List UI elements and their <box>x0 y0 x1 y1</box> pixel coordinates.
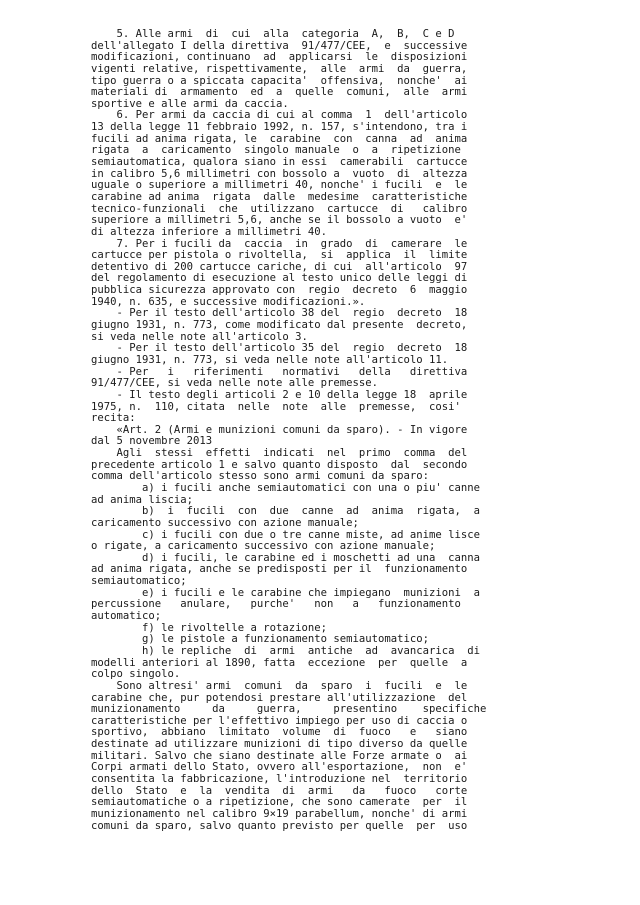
text-line: sportivo, abbiano limitato volume di fuoco e siano <box>91 726 468 739</box>
text-line: semiautomatica, qualora siano in essi camerabili cartucce <box>91 156 468 169</box>
text-line: e) i fucili e le carabine che impiegano munizioni a <box>91 586 481 599</box>
text-line: ad anima rigata, anche se predisposti per il funzionamento <box>91 563 468 576</box>
text-line: dello Stato e la vendita di armi da fuoco corte <box>91 784 468 797</box>
text-line: giugno 1931, n. 773, si veda nelle note all'articolo 11. <box>91 353 449 366</box>
text-line: carabine che, pur potendosi prestare all'utilizzazione del <box>91 691 468 704</box>
text-line: h) le repliche di armi antiche ad avancarica di <box>91 644 481 657</box>
text-line: modelli anteriori al 1890, fatta eccezione per quelle a <box>91 656 468 669</box>
text-line: vigenti relative, rispettivamente, alle armi da guerra, <box>91 62 468 75</box>
text-line: g) le pistole a funzionamento semiautomatico; <box>91 633 430 646</box>
text-line: dal 5 novembre 2013 <box>91 435 213 448</box>
text-line: f) le rivoltelle a rotazione; <box>91 621 327 634</box>
text-line: giugno 1931, n. 773, come modificato dal presente decreto, <box>91 319 468 332</box>
text-line: destinate ad utilizzare munizioni di tipo diverso da quelle <box>91 738 468 751</box>
text-line: precedente articolo 1 e salvo quanto disposto dal secondo <box>91 458 468 471</box>
text-line: sportive e alle armi da caccia. <box>91 97 289 110</box>
text-line: comuni da sparo, salvo quanto previsto per quelle per uso <box>91 819 468 832</box>
text-line: colpo singolo. <box>91 668 181 681</box>
text-line: - Per i riferimenti normativi della direttiva <box>91 365 468 378</box>
document-page <box>91 29 551 832</box>
text-line: uguale o superiore a millimetri 40, nonche' i fucili e le <box>91 179 468 192</box>
text-line: rigata a caricamento singolo manuale o a ripetizione <box>91 144 461 157</box>
text-line: 91/477/CEE, si veda nelle note alle premesse. <box>91 377 379 390</box>
text-line: ad anima liscia; <box>91 493 194 506</box>
text-line: consentita la fabbricazione, l'introduzione nel territorio <box>91 773 468 785</box>
text-line: automatico; <box>91 610 162 623</box>
text-line: carabine ad anima rigata dalle medesime caratteristiche <box>91 190 468 203</box>
text-line: munizionamento da guerra, presentino specifiche <box>91 703 487 716</box>
text-line: semiautomatico; <box>91 575 187 588</box>
text-line: munizionamento nel calibro 9×19 parabellum, nonche' di armi <box>91 807 468 820</box>
text-line: recita: <box>91 412 136 425</box>
text-line: si veda nelle note all'articolo 3. <box>91 330 308 343</box>
text-line: - Il testo degli articoli 2 e 10 della legge 18 aprile <box>91 388 468 401</box>
text-line: comma dell'articolo stesso sono armi comuni da sparo: <box>91 470 430 483</box>
text-line: fucili ad anima rigata, le carabine con canna ad anima <box>91 132 468 145</box>
text-line: modificazioni, continuano ad applicarsi le disposizioni <box>91 51 468 64</box>
text-line: b) i fucili con due canne ad anima rigata, a <box>91 505 481 518</box>
text-line: caricamento successivo con azione manuale; <box>91 516 359 529</box>
text-line: 13 della legge 11 febbraio 1992, n. 157, s'intendono, tra i <box>91 121 468 134</box>
text-line: dell'allegato I della direttiva 91/477/CEE, e successive <box>91 39 468 52</box>
text-line: caratteristiche per l'effettivo impiego per uso di caccia o <box>91 714 468 727</box>
text-line: 5. Alle armi di cui alla categoria A, B, C e D <box>91 28 455 40</box>
text-line: 1975, n. 110, citata nelle note alle premesse, cosi' <box>91 400 461 413</box>
text-line: d) i fucili, le carabine ed i moschetti ad una canna <box>91 551 481 564</box>
text-line: materiali di armamento ed a quelle comuni, alle armi <box>91 86 468 99</box>
text-line: 6. Per armi da caccia di cui al comma 1 dell'articolo <box>91 109 468 122</box>
text-line: c) i fucili con due o tre canne miste, ad anime lisce <box>91 528 481 541</box>
text-line: 1940, n. 635, e successive modificazioni.». <box>91 295 366 308</box>
text-line: percussione anulare, purche' non a funzionamento <box>91 598 461 611</box>
text-line: Sono altresi' armi comuni da sparo i fucili e le <box>91 679 468 692</box>
text-line: superiore a millimetri 5,6, anche se il bossolo a vuoto e' <box>91 214 468 227</box>
text-line: tecnico-funzionali che utilizzano cartucce di calibro <box>91 202 468 215</box>
text-line: a) i fucili anche semiautomatici con una o piu' canne <box>91 481 481 494</box>
text-line: pubblica sicurezza approvato con regio decreto 6 maggio <box>91 284 468 297</box>
text-line: o rigate, a caricamento successivo con azione manuale; <box>91 540 436 553</box>
text-line: in calibro 5,6 millimetri con bossolo a vuoto di altezza <box>91 167 468 180</box>
text-line: cartucce per pistola o rivoltella, si applica il limite <box>91 249 468 262</box>
text-line: semiautomatiche o a ripetizione, che sono camerate per il <box>91 796 468 809</box>
text-line: «Art. 2 (Armi e munizioni comuni da sparo). - In vigore <box>91 423 468 436</box>
text-line: detentivo di 200 cartucce cariche, di cui all'articolo 97 <box>91 260 468 273</box>
text-line: di altezza inferiore a millimetri 40. <box>91 225 327 238</box>
text-line: militari. Salvo che siano destinate alle Forze armate o ai <box>91 749 468 762</box>
text-line: - Per il testo dell'articolo 35 del regio decreto 18 <box>91 342 468 355</box>
text-line: Agli stessi effetti indicati nel primo comma del <box>91 447 468 460</box>
text-line: Corpi armati dello Stato, ovvero all'esportazione, non e' <box>91 761 468 774</box>
text-line: - Per il testo dell'articolo 38 del regio decreto 18 <box>91 307 468 320</box>
text-line: tipo guerra o a spiccata capacita' offensiva, nonche' ai <box>91 74 468 87</box>
text-line: 7. Per i fucili da caccia in grado di camerare le <box>91 237 468 250</box>
text-line: del regolamento di esecuzione al testo unico delle leggi di <box>91 272 468 285</box>
